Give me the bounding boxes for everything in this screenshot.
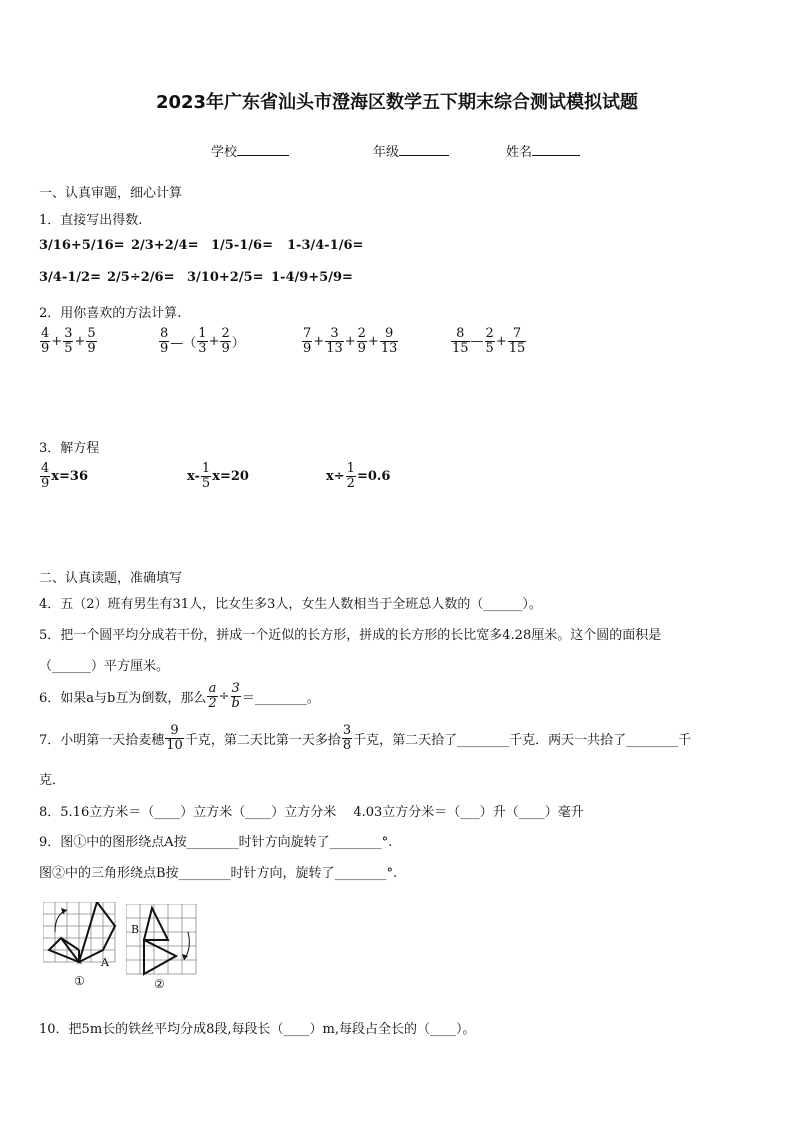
- operator: +: [208, 333, 220, 349]
- point-b-label: B: [131, 923, 140, 936]
- q7-pre: 7．小明第一天拾麦穗: [39, 732, 165, 748]
- operator: +: [51, 333, 63, 349]
- name-field[interactable]: [506, 141, 580, 160]
- fraction: $\frac{a}{2}$: [208, 681, 217, 711]
- operator: —（: [170, 335, 197, 351]
- q5-text-line1: 5．把一个圆平均分成若干份，拼成一个近似的长方形，拼成的长方形的长比宽多4.28厘米。这个圆的面积是: [39, 628, 662, 643]
- q2-expr4: [450, 327, 527, 355]
- q10-text: 10．把5m长的铁丝平均分成8段,每段长（____）m,每段占全长的（____）。: [39, 1022, 476, 1037]
- q1-item: 1-3/4-1/6=: [287, 238, 364, 253]
- q7-post: 千克，第二天拾了________千克．两天一共拾了________千: [353, 732, 692, 748]
- fraction: $\frac{8}{15}$: [452, 326, 469, 356]
- fraction: $\frac{9}{10}$: [166, 723, 183, 753]
- grade-blank[interactable]: [399, 155, 449, 156]
- q1-item: 2/5÷2/6=: [107, 270, 175, 285]
- page-title: 2023年广东省汕头市澄海区数学五下期末综合测试模拟试题: [155, 92, 639, 113]
- q6-text: [39, 682, 320, 710]
- fraction: $\frac{1}{5}$: [201, 461, 211, 491]
- q3-eq2: [187, 462, 249, 490]
- q1-item: 1/5-1/6=: [211, 238, 273, 253]
- q8-text: 8．5.16立方米＝（____）立方米（____）立方分米 4.03立方分米＝（___）升（____）毫升: [39, 805, 584, 820]
- rotation-figure-2: [126, 904, 198, 976]
- shape-edge: [61, 938, 79, 950]
- rotated-triangle: [144, 940, 176, 974]
- fraction: $\frac{8}{9}$: [160, 326, 169, 356]
- fraction: $\frac{3}{5}$: [64, 326, 73, 356]
- name-blank[interactable]: [532, 155, 580, 156]
- operator: —: [470, 333, 484, 349]
- q6-pre: 6．如果a与b互为倒数，那么: [39, 690, 207, 706]
- q2-expr1: [39, 327, 98, 355]
- q7-text-line2: 克．: [39, 773, 66, 788]
- section2-heading: 二、认真读题，准确填写: [39, 571, 183, 586]
- operator: +: [74, 333, 86, 349]
- q1-item: 3/4-1/2=: [39, 270, 101, 285]
- fraction: $\frac{9}{13}$: [380, 326, 398, 356]
- operator: +: [367, 333, 379, 349]
- q7-mid: 千克，第二天比第一天多拾: [184, 732, 341, 748]
- fraction: $\frac{2}{9}$: [357, 326, 366, 356]
- school-field[interactable]: [211, 141, 289, 160]
- equation-pre: x-: [187, 468, 200, 484]
- fraction: $\frac{1}{3}$: [198, 326, 207, 356]
- operator: +: [313, 333, 325, 349]
- q4-text: 4．五（2）班有男生有31人，比女生多3人，女生人数相当于全班总人数的（______）。: [39, 597, 542, 612]
- q1-label: 1．直接写出得数.: [39, 213, 143, 228]
- fraction: $\frac{3}{8}$: [342, 723, 352, 753]
- q2-expr2: [158, 327, 245, 355]
- q1-item: 2/3+2/4=: [131, 238, 199, 253]
- operator: ÷: [218, 688, 230, 704]
- equation-pre: x÷: [326, 468, 345, 484]
- rotation-arrow: [55, 910, 67, 932]
- fraction: $\frac{4}{9}$: [41, 326, 50, 356]
- fraction: $\frac{5}{9}$: [87, 326, 96, 356]
- q1-item: 1-4/9+5/9=: [271, 270, 353, 285]
- q2-label: 2．用你喜欢的方法计算.: [39, 306, 182, 321]
- q7-text: [39, 724, 691, 752]
- section1-heading: 一、认真审题，细心计算: [39, 186, 183, 201]
- equation-rest: x=20: [212, 468, 249, 484]
- grade-label: 年级: [373, 145, 400, 160]
- q3-eq1: [39, 462, 88, 490]
- fraction: $\frac{7}{9}$: [303, 326, 312, 356]
- fraction: $\frac{3}{b}$: [231, 681, 240, 711]
- q1-item: 3/16+5/16=: [39, 238, 125, 253]
- q6-post: ＝________。: [241, 690, 320, 706]
- equation-rest: =0.6: [356, 468, 391, 484]
- operator: +: [344, 333, 356, 349]
- school-blank[interactable]: [237, 155, 289, 156]
- figure-1-label: ①: [74, 974, 85, 988]
- fraction: $\frac{2}{5}$: [485, 326, 494, 356]
- name-label: 姓名: [506, 145, 533, 160]
- fraction: $\frac{2}{9}$: [221, 326, 230, 356]
- q1-item: 3/10+2/5=: [187, 270, 264, 285]
- fraction: $\frac{4}{9}$: [41, 461, 50, 491]
- fraction: $\frac{7}{15}$: [508, 326, 526, 356]
- grade-field[interactable]: [373, 141, 449, 160]
- fraction: $\frac{3}{13}$: [326, 326, 343, 356]
- school-label: 学校: [211, 145, 238, 160]
- operator: ）: [231, 335, 245, 351]
- fraction: $\frac{1}{2}$: [346, 461, 355, 491]
- q3-eq3: [326, 462, 390, 490]
- q5-text-line2: （______）平方厘米。: [39, 659, 170, 674]
- q2-expr3: [301, 327, 399, 355]
- figure-2-label: ②: [154, 977, 165, 991]
- shapes: [49, 902, 115, 962]
- point-a-label: A: [101, 956, 109, 969]
- equation-rest: x=36: [51, 468, 89, 484]
- q9-text-line2: 图②中的三角形绕点B按________时针方向，旋转了________°.: [39, 866, 398, 881]
- q9-text-line1: 9．图①中的图形绕点A按________时针方向旋转了________°.: [39, 835, 393, 850]
- rotated-shape: [79, 902, 115, 962]
- original-triangle: [144, 908, 168, 940]
- q3-label: 3．解方程: [39, 441, 100, 456]
- operator: +: [495, 333, 507, 349]
